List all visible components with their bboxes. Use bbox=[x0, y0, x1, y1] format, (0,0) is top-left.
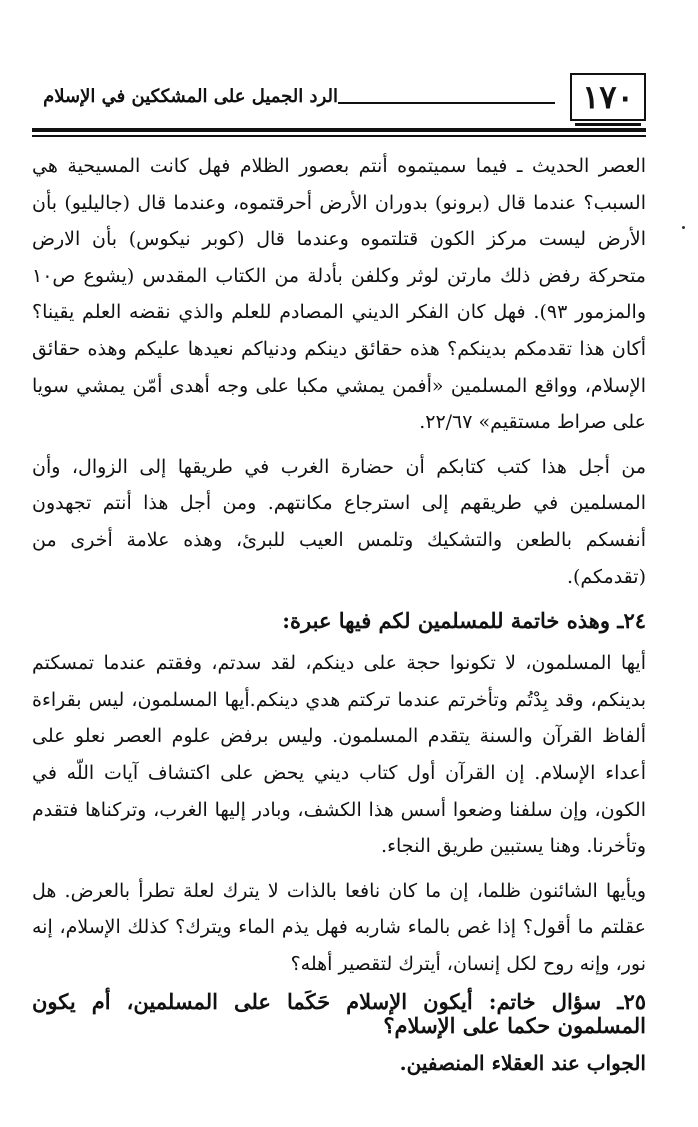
margin-mark bbox=[682, 226, 685, 229]
paragraph-2: من أجل هذا كتب كتابكم أن حضارة الغرب في طريقها إلى الزوال، وأن المسلمين في طريقهم إلى استرجاع مكانتهم. ومن أجل هذا أنتم تجهدون أنفسكم بالطعن والتشكيك وتلمس العيب للبرئ، وهذه علامة أخرى من (تقدمكم). bbox=[32, 455, 646, 588]
section-24-paragraph-2: ويأيها الشائنون ظلما، إن ما كان نافعا بالذات لا يترك لعلة تطرأ بالعرض. هل عقلتم ما أقول؟ إذا غص بالماء شاربه فهل يذم الماء ويترك؟ كذلك الإسلام، إنه نور، وإنه روح لكل إنسان، أيترك لتقصير أهله؟ bbox=[32, 879, 647, 975]
section-25-heading: ٢٥ـ سؤال خاتم: أيكون الإسلام حَكَما على المسلمين، أم يكون المسلمون حكما على الإسلام؟ bbox=[32, 989, 646, 1039]
header-rule-thick bbox=[32, 128, 646, 132]
paragraph-1: العصر الحديث ـ فيما سميتموه أنتم بعصور الظلام فهل كانت المسيحية هي السبب؟ عندما قال (برونو) بدوران الأرض أحرقتموه، وعندما قال (جاليليو) بأن الأرض ليست مركز الكون قتلتموه وعندما قال (كوبر نيكوس) بأن الارض متحركة رفض ذلك مارتن لوثر وكلفن بأدلة من الكتاب المقدس (يشوع ص١٠ والمزمور ٩٣). فهل كان الفكر الديني المصادم للعلم والذي نقضه العلم يقينا؟ أكان هذا تقدمكم بدينكم؟ هذه حقائق دينكم ودنياكم نعيدها عليكم وهذه حقائق الإسلام، وواقع المسلمين «أفمن يمشي مكبا على وجه أهدى أمّن يمشي سويا على صراط مستقيم» ٢٢/٦٧. bbox=[32, 155, 646, 434]
section-25-answer: الجواب عند العقلاء المنصفين. bbox=[399, 1051, 646, 1076]
header-rule-thin bbox=[32, 135, 646, 137]
page-body bbox=[32, 148, 646, 1078]
title-underline bbox=[338, 102, 555, 104]
page-number: ١٧٠ bbox=[570, 73, 646, 121]
section-24-heading: ٢٤ـ وهذه خاتمة للمسلمين لكم فيها عبرة: bbox=[282, 608, 646, 634]
page-header bbox=[0, 0, 698, 140]
running-title: الرد الجميل على المشككين في الإسلام bbox=[43, 86, 338, 107]
section-24-paragraph-1: أيها المسلمون، لا تكونوا حجة على دينكم، لقد سدتم، وفقتم عندما تمسكتم بدينكم، وقد بِدْتُم وتأخرتم عندما تركتم هدي دينكم.أيها المسلمون، ليس بقراءة ألفاظ القرآن والسنة يتقدم المسلمون. وليس برفض علوم العصر نعلو على أعداء الإسلام. إن القرآن أول كتاب ديني يحض على اكتشاف آيات اللّه في الكون، وإن سلفنا وضعوا أسس هذا الكشف، وبادر إليها الغرب، وتركناها فتقدم وتأخرنا. وهنا يستبين طريق النجاء. bbox=[32, 652, 646, 858]
